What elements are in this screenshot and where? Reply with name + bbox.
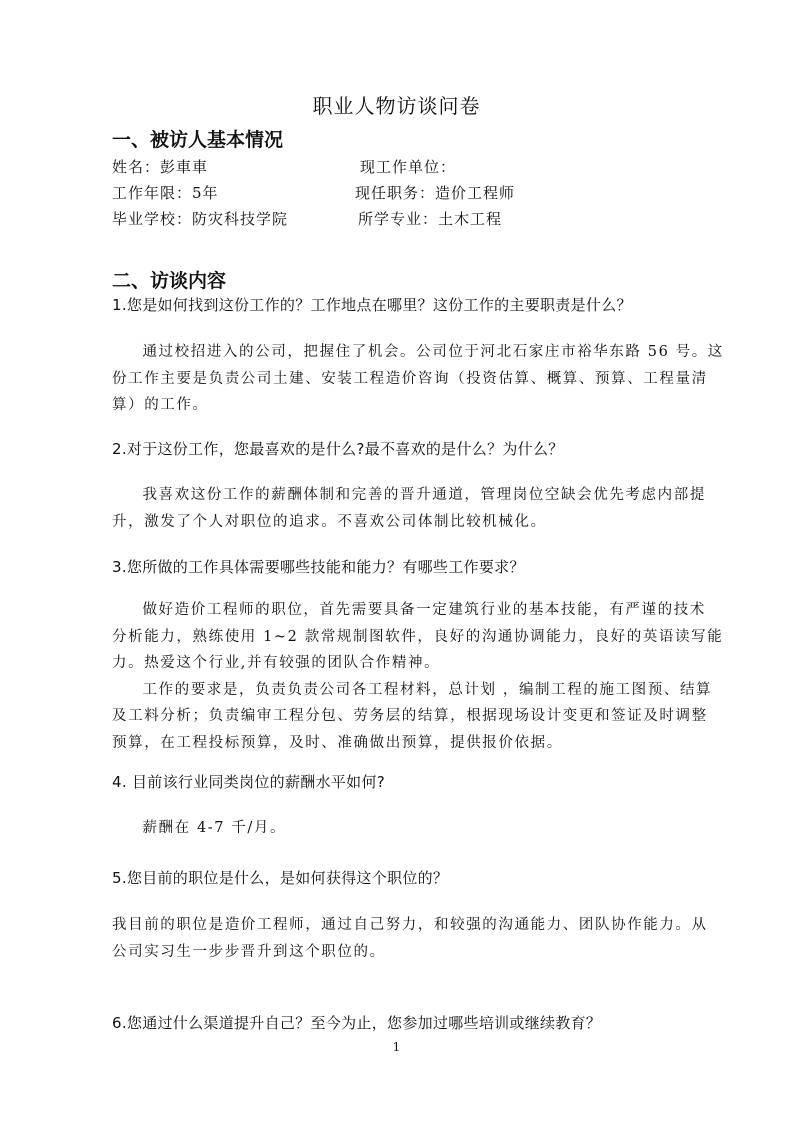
answer-line: 我目前的职位是造价工程师，通过自己努力，和较强的沟通能力、团队协作能力。从: [112, 917, 708, 933]
answer-line: 做好造价工程师的职位，首先需要具备一定建筑行业的基本技能，有严谨的技术: [142, 602, 706, 618]
answer-line: 算）的工作。: [112, 397, 209, 413]
field-major-value: 土木工程: [438, 210, 503, 228]
answer-2: [112, 482, 706, 535]
field-name-value: 彭車車: [160, 158, 209, 176]
question-5: 5.您目前的职位是什么，是如何获得这个职位的？: [112, 869, 449, 887]
question-6: 6.您通过什么渠道提升自己？至今为止，您参加过哪些培训或继续教育？: [112, 1014, 602, 1032]
answer-3: [112, 597, 724, 756]
answer-4: [112, 815, 690, 842]
page-number: 1: [392, 1040, 401, 1054]
section-heading-interview: 二、访谈内容: [112, 270, 227, 292]
field-employer: [360, 156, 456, 178]
field-years-value: 5年: [192, 184, 219, 202]
answer-line: 份工作主要是负责公司土建、安装工程造价咨询（投资估算、概算、预算、工程量清: [112, 370, 708, 387]
field-school-value: 防灾科技学院: [192, 210, 289, 228]
question-3: 3.您所做的工作具体需要哪些技能和能力？有哪些工作要求？: [112, 558, 525, 576]
field-position: [355, 182, 515, 204]
answer-line: 通过校招进入的公司，把握住了机会。公司位于河北石家庄市裕华东路 56 号。这: [142, 344, 724, 360]
answer-line: 分析能力，熟练使用 1~2 款常规制图软件，良好的沟通协调能力，良好的英语读写能: [112, 628, 724, 645]
field-employer-label: 现工作单位：: [360, 158, 457, 176]
answer-line: 薪酬在 4-7 千/月。: [142, 820, 287, 836]
answer-line: 预算，在工程投标预算，及时、准确做出预算，提供报价依据。: [112, 734, 563, 751]
answer-line: 升，激发了个人对职位的追求。不喜欢公司体制比较机械化。: [112, 513, 547, 530]
document-title: 职业人物访谈问卷: [312, 94, 481, 118]
answer-5: [112, 912, 708, 965]
field-years-label: 工作年限：: [112, 184, 193, 202]
field-school: [112, 208, 288, 230]
question-4: 4. 目前该行业同类岗位的薪酬水平如何?: [112, 773, 386, 791]
answer-line: 力。热爱这个行业,并有较强的团队合作精神。: [112, 655, 441, 671]
field-major-label: 所学专业：: [358, 210, 439, 228]
question-1: 1.您是如何找到这份工作的？工作地点在哪里？这份工作的主要职责是什么？: [112, 296, 632, 314]
field-position-value: 造价工程师: [435, 184, 516, 202]
field-major: [358, 208, 502, 230]
field-school-label: 毕业学校：: [112, 210, 193, 228]
field-name-label: 姓名：: [112, 158, 161, 176]
section-heading-basic-info: 一、被访人基本情况: [112, 129, 284, 151]
answer-line: 我喜欢这份工作的薪酬体制和完善的晋升通道，管理岗位空缺会优先考虑内部提: [142, 487, 706, 503]
question-2: 2.对于这份工作，您最喜欢的是什么?最不喜欢的是什么？为什么？: [112, 440, 564, 458]
answer-line: 及工料分析；负责编审工程分包、劳务层的结算，根据现场设计变更和签证及时调整: [112, 708, 708, 724]
field-position-label: 现任职务：: [355, 184, 436, 202]
field-name: [112, 156, 208, 178]
answer-line: 公司实习生一步步晋升到这个职位的。: [112, 943, 386, 960]
field-years: [112, 182, 219, 204]
answer-line: 工作的要求是，负责负责公司各工程材料，总计划 ，编制工程的施工图预、结算: [142, 681, 713, 698]
answer-1: [112, 339, 724, 419]
